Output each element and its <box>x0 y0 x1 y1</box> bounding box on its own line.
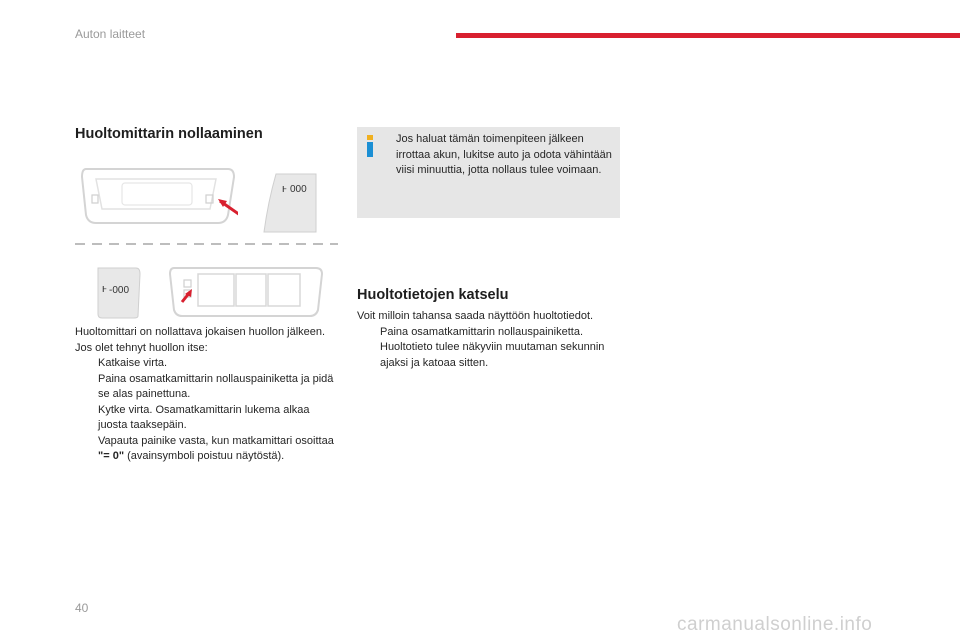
zero-indicator: "= 0" <box>98 450 125 462</box>
list-item: Paina osamatkamittarin nollauspainiketta ja pidä se alas painettuna. <box>75 372 340 403</box>
heading-view-info: Huoltotietojen katselu <box>357 287 509 303</box>
page-number: 40 <box>75 601 89 615</box>
cluster-illustration-bottom <box>168 266 326 318</box>
svg-text:ⱶ: ⱶ <box>282 183 287 195</box>
list-item: Paina osamatkamittarin nollauspainiketta. Huoltotieto tulee näkyviin muutaman sekunnin ajaksi ja katoaa sitten. <box>357 325 622 372</box>
watermark: carmanualsonline.info <box>677 614 873 635</box>
bullet-marker <box>75 403 98 434</box>
info-icon <box>367 135 373 157</box>
list-item: Katkaise virta. <box>75 356 340 372</box>
display-zoom-bottom <box>94 266 142 320</box>
list-item: Vapauta painike vasta, kun matkamittari osoittaa "= 0" (avainsymboli poistuu näytöstä). <box>75 434 340 465</box>
heading-reset: Huoltomittarin nollaaminen <box>75 126 263 142</box>
view-intro: Voit milloin tahansa saada näyttöön huoltotiedot. <box>357 310 594 322</box>
intro-paragraph-2: Jos olet tehnyt huollon itse: <box>75 341 208 354</box>
bullet-marker <box>75 356 98 372</box>
display-value-bottom: -000 <box>109 285 130 296</box>
display-zoom-top <box>262 172 318 234</box>
section-title: Auton laitteet <box>75 27 146 41</box>
intro-paragraph: Huoltomittari on nollattava jokaisen huollon jälkeen. <box>75 326 326 338</box>
info-text: Jos haluat tämän toimenpiteen jälkeen irrottaa akun, lukitse auto ja odota vähintään viisi minuuttia, jotta nollaus tulee voimaan. <box>396 133 612 176</box>
view-instructions <box>357 309 622 371</box>
reset-instructions <box>75 325 340 465</box>
header-accent-bar <box>456 33 960 38</box>
cluster-illustration-top <box>78 165 238 227</box>
info-box <box>357 127 620 218</box>
bullet-marker <box>75 372 98 403</box>
list-item: Kytke virta. Osamatkamittarin lukema alkaa juosta taaksepäin. <box>75 403 340 434</box>
bullet-marker <box>75 434 98 465</box>
svg-text:ⱶ: ⱶ <box>102 283 107 295</box>
bullet-marker <box>357 325 380 372</box>
dashed-divider <box>75 243 338 245</box>
display-value-top: 000 <box>290 184 307 195</box>
